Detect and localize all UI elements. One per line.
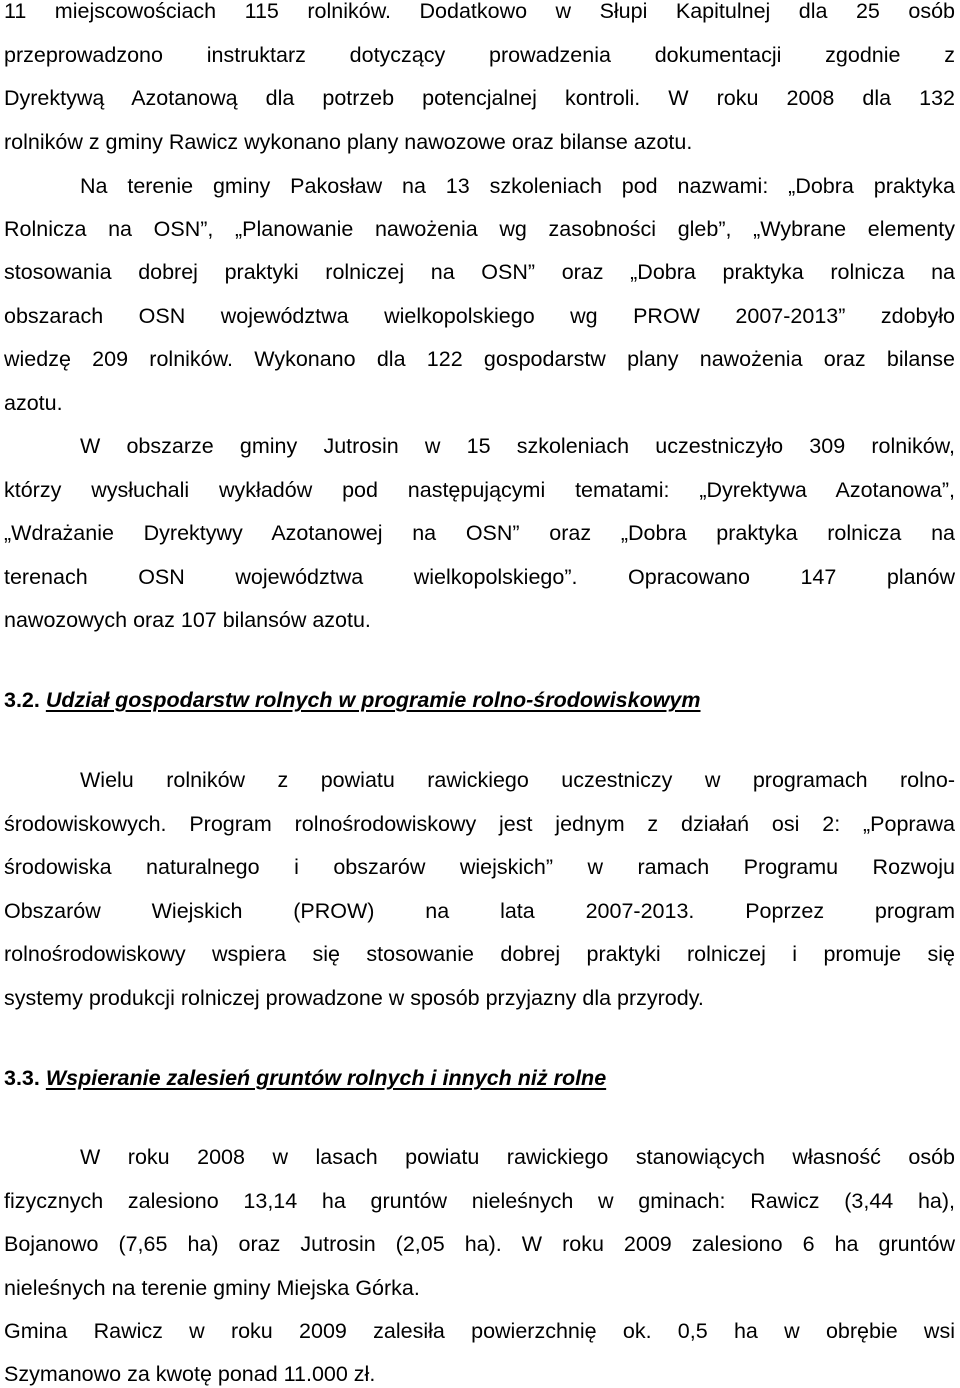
section-title: Udział gospodarstw rolnych w programie rolno-środowiskowym [45,688,701,712]
body-text-line: wiedzę 209 rolników. Wykonano dla 122 gospodarstw plany nawożenia oraz bilanse [4,347,955,371]
body-text-line: stosowania dobrej praktyki rolniczej na OSN” oraz „Dobra praktyka rolnicza na [4,260,955,284]
body-text-line: Bojanowo (7,65 ha) oraz Jutrosin (2,05 ha). W roku 2009 zalesiono 6 ha gruntów [4,1232,955,1256]
body-text-line: Gmina Rawicz w roku 2009 zalesiła powierzchnię ok. 0,5 ha w obrębie wsi [4,1319,955,1343]
body-text-line: przeprowadzono instruktarz dotyczący prowadzenia dokumentacji zgodnie z [4,43,955,67]
body-text-line: fizycznych zalesiono 13,14 ha gruntów nieleśnych w gminach: Rawicz (3,44 ha), [4,1189,955,1213]
body-text-line: środowiska naturalnego i obszarów wiejskich” w ramach Programu Rozwoju [4,855,955,879]
body-text-line: którzy wysłuchali wykładów pod następującymi tematami: „Dyrektywa Azotanowa”, [4,478,955,502]
body-text-line: Szymanowo za kwotę ponad 11.000 zł. [4,1362,376,1386]
body-text-line: Obszarów Wiejskich (PROW) na lata 2007-2013. Poprzez program [4,899,955,923]
section-number: 3.2. [4,688,40,712]
body-text-line: systemy produkcji rolniczej prowadzone w sposób przyjazny dla przyrody. [4,986,704,1010]
body-text-line: nieleśnych na terenie gminy Miejska Górka. [4,1276,420,1300]
body-text-line: Dyrektywą Azotanową dla potrzeb potencjalnej kontroli. W roku 2008 dla 132 [4,86,955,110]
body-text-line: „Wdrażanie Dyrektywy Azotanowej na OSN” oraz „Dobra praktyka rolnicza na [4,521,955,545]
body-text-line: Na terenie gminy Pakosław na 13 szkoleniach pod nazwami: „Dobra praktyka [80,174,955,198]
body-text-line: obszarach OSN województwa wielkopolskiego wg PROW 2007-2013” zdobyło [4,304,955,328]
section-heading [4,1064,606,1092]
section-title: Wspieranie zalesień gruntów rolnych i innych niż rolne [45,1066,607,1090]
body-text-line: terenach OSN województwa wielkopolskiego”. Opracowano 147 planów [4,565,955,589]
body-text-line: rolników z gminy Rawicz wykonano plany nawozowe oraz bilanse azotu. [4,130,693,154]
body-text-line: Rolnicza na OSN”, „Planowanie nawożenia wg zasobności gleb”, „Wybrane elementy [4,217,955,241]
body-text-line: azotu. [4,391,63,415]
body-text-line: Wielu rolników z powiatu rawickiego uczestniczy w programach rolno- [80,768,955,792]
body-text-line: W obszarze gminy Jutrosin w 15 szkoleniach uczestniczyło 309 rolników, [80,434,955,458]
body-text-line: 11 miejscowościach 115 rolników. Dodatkowo w Słupi Kapitulnej dla 25 osób [4,0,955,23]
body-text-line: rolnośrodowiskowy wspiera się stosowanie dobrej praktyki rolniczej i promuje się [4,942,955,966]
section-number: 3.3. [4,1066,40,1090]
body-text-line: środowiskowych. Program rolnośrodowiskowy jest jednym z działań osi 2: „Poprawa [4,812,955,836]
section-heading [4,686,701,714]
body-text-line: nawozowych oraz 107 bilansów azotu. [4,608,371,632]
body-text-line: W roku 2008 w lasach powiatu rawickiego stanowiących własność osób [80,1145,955,1169]
